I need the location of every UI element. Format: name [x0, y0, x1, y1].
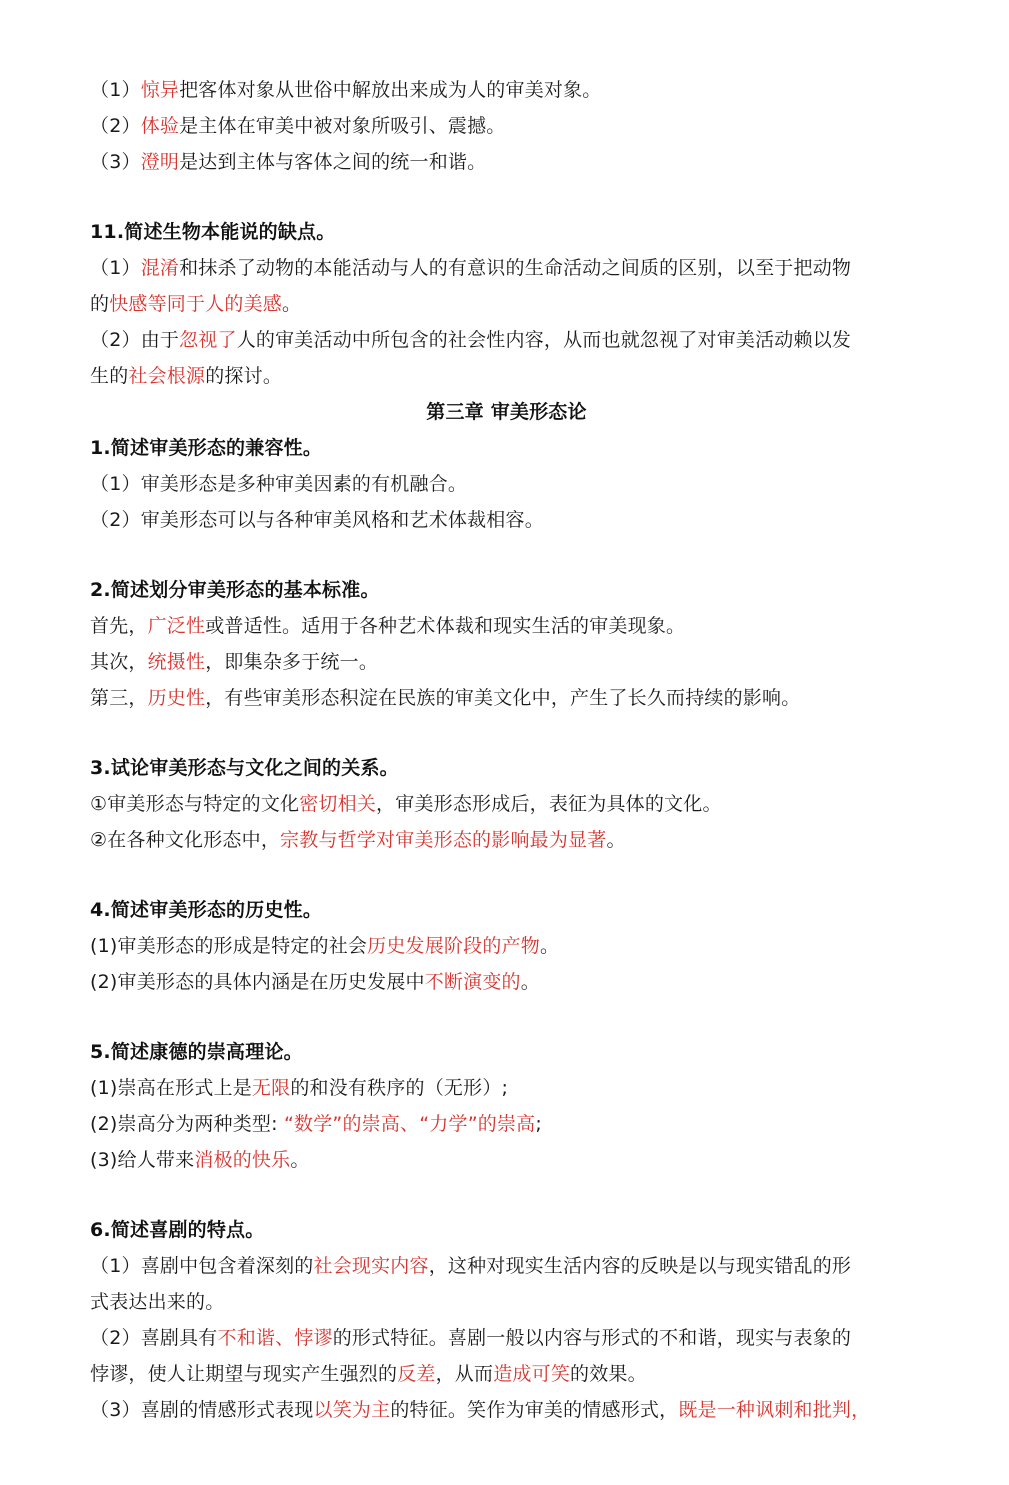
text-segment: 11.简述生物本能说的缺点。: [90, 221, 336, 243]
text-segment: ;: [535, 1113, 542, 1135]
text-segment: 的: [90, 293, 110, 315]
highlighted-term: 忽视了: [179, 329, 237, 351]
text-segment: 4.简述审美形态的历史性。: [90, 899, 323, 921]
question-heading: [90, 214, 923, 250]
highlighted-term: 既是一种讽刺和批判，: [678, 1399, 871, 1421]
text-segment: 。: [539, 935, 560, 957]
answer-line: [90, 466, 923, 502]
text-segment: （1）: [90, 257, 141, 279]
highlighted-term: 惊异: [140, 79, 180, 101]
chapter-title: [90, 394, 923, 430]
answer-line: [90, 286, 923, 322]
text-segment: （3）喜剧的情感形式表现: [90, 1399, 314, 1421]
text-segment: (2)崇高分为两种类型:: [90, 1113, 284, 1135]
text-segment: ①审美形态与特定的文化: [90, 793, 300, 815]
answer-line: [90, 1356, 923, 1392]
highlighted-term: 反差: [397, 1363, 436, 1385]
text-segment: 悖谬，使人让期望与现实产生强烈的: [90, 1363, 398, 1385]
text-segment: （2）喜剧具有: [90, 1327, 218, 1349]
answer-line: [90, 1142, 923, 1178]
text-segment: （2）由于: [90, 329, 180, 351]
text-segment: ，即集杂多于统一。: [205, 651, 379, 673]
paragraph-spacer: [90, 180, 923, 214]
text-segment: （1）审美形态是多种审美因素的有机融合。: [90, 473, 468, 495]
answer-line: [90, 1392, 923, 1428]
text-segment: 第三章 审美形态论: [426, 401, 587, 423]
text-segment: 把客体对象从世俗中解放出来成为人的审美对象。: [179, 79, 602, 101]
highlighted-term: 以笑为主: [313, 1399, 391, 1421]
answer-line: [90, 250, 923, 286]
highlighted-term: 密切相关: [299, 793, 377, 815]
answer-line: [90, 1248, 923, 1284]
question-heading: [90, 430, 923, 466]
answer-line: [90, 964, 923, 1000]
question-heading: [90, 750, 923, 786]
text-segment: ，这种对现实生活内容的反映是以与现实错乱的形: [428, 1255, 852, 1277]
answer-line: [90, 786, 923, 822]
text-segment: 6.简述喜剧的特点。: [90, 1219, 265, 1241]
text-segment: 是主体在审美中被对象所吸引、震撼。: [179, 115, 506, 137]
highlighted-term: 造成可笑: [493, 1363, 571, 1385]
answer-line: [90, 1284, 923, 1320]
text-segment: (3)给人带来: [90, 1149, 195, 1171]
text-segment: ②在各种文化形态中，: [90, 829, 281, 851]
text-segment: 人的审美活动中所包含的社会性内容，从而也就忽视了对审美活动赖以发: [236, 329, 852, 351]
answer-line: [90, 680, 923, 716]
highlighted-term: 历史性: [147, 687, 206, 709]
text-segment: 其次，: [90, 651, 148, 673]
text-segment: 是达到主体与客体之间的统一和谐。: [179, 151, 487, 173]
text-segment: （2）: [90, 115, 141, 137]
text-segment: 3.试论审美形态与文化之间的关系。: [90, 757, 399, 779]
question-heading: [90, 1212, 923, 1248]
answer-line: [90, 608, 923, 644]
highlighted-term: 混淆: [140, 257, 180, 279]
text-segment: 第三，: [90, 687, 148, 709]
highlighted-term: 不和谐、悖谬: [217, 1327, 333, 1349]
highlighted-term: 体验: [140, 115, 180, 137]
text-segment: 5.简述康德的崇高理论。: [90, 1041, 303, 1063]
highlighted-term: 社会根源: [128, 365, 206, 387]
answer-line: [90, 1320, 923, 1356]
text-segment: （3）: [90, 151, 141, 173]
highlighted-term: 无限: [251, 1077, 291, 1099]
text-segment: 1.简述审美形态的兼容性。: [90, 437, 323, 459]
highlighted-term: 广泛性: [147, 615, 206, 637]
answer-line: [90, 502, 923, 538]
text-segment: ，有些审美形态积淀在民族的审美文化中，产生了长久而持续的影响。: [205, 687, 801, 709]
text-segment: (1)审美形态的形成是特定的社会: [90, 935, 368, 957]
highlighted-term: 社会现实内容: [313, 1255, 429, 1277]
text-segment: 。: [282, 293, 302, 315]
answer-line: [90, 72, 923, 108]
text-segment: 和抹杀了动物的本能活动与人的有意识的生命活动之间质的区别，以至于把动物: [179, 257, 852, 279]
answer-line: [90, 144, 923, 180]
text-segment: 。: [520, 971, 540, 993]
text-segment: 首先，: [90, 615, 148, 637]
text-segment: 的和没有秩序的（无形）;: [290, 1077, 509, 1099]
text-segment: 式表达出来的。: [90, 1291, 225, 1313]
answer-line: [90, 928, 923, 964]
question-heading: [90, 892, 923, 928]
answer-line: [90, 822, 923, 858]
text-segment: ，从而: [435, 1363, 494, 1385]
answer-line: [90, 322, 923, 358]
highlighted-term: 澄明: [140, 151, 180, 173]
text-segment: 的特征。笑作为审美的情感形式，: [390, 1399, 679, 1421]
text-segment: (2)审美形态的具体内涵是在历史发展中: [90, 971, 425, 993]
paragraph-spacer: [90, 716, 923, 750]
answer-line: [90, 1106, 923, 1142]
text-segment: ，审美形态形成后，表征为具体的文化。: [376, 793, 722, 815]
text-segment: 的形式特征。喜剧一般以内容与形式的不和谐，现实与表象的: [332, 1327, 852, 1349]
highlighted-term: 不断演变的: [424, 971, 521, 993]
answer-line: [90, 358, 923, 394]
highlighted-term: 统摄性: [147, 651, 206, 673]
highlighted-term: 历史发展阶段的产物: [367, 935, 540, 957]
text-segment: 或普适性。适用于各种艺术体裁和现实生活的审美现象。: [205, 615, 686, 637]
answer-line: [90, 644, 923, 680]
paragraph-spacer: [90, 1000, 923, 1034]
highlighted-term: 快感等同于人的美感: [109, 293, 283, 315]
question-heading: [90, 572, 923, 608]
answer-line: [90, 108, 923, 144]
paragraph-spacer: [90, 1178, 923, 1212]
paragraph-spacer: [90, 538, 923, 572]
highlighted-term: 消极的快乐: [194, 1149, 291, 1171]
text-segment: 的探讨。: [205, 365, 283, 387]
text-segment: 2.简述划分审美形态的基本标准。: [90, 579, 380, 601]
text-segment: (1)崇高在形式上是: [90, 1077, 252, 1099]
paragraph-spacer: [90, 858, 923, 892]
highlighted-term: 宗教与哲学对审美形态的影响最为显著: [280, 829, 607, 851]
highlighted-term: “数学”的崇高、“力学”的崇高: [283, 1113, 536, 1135]
text-segment: （2）审美形态可以与各种审美风格和艺术体裁相容。: [90, 509, 544, 531]
text-segment: 。: [290, 1149, 310, 1171]
answer-line: [90, 1070, 923, 1106]
text-segment: 的效果。: [570, 1363, 647, 1385]
text-segment: （1）喜剧中包含着深刻的: [90, 1255, 314, 1277]
question-heading: [90, 1034, 923, 1070]
text-segment: （1）: [90, 79, 141, 101]
text-segment: 生的: [90, 365, 129, 387]
text-segment: 。: [606, 829, 626, 851]
